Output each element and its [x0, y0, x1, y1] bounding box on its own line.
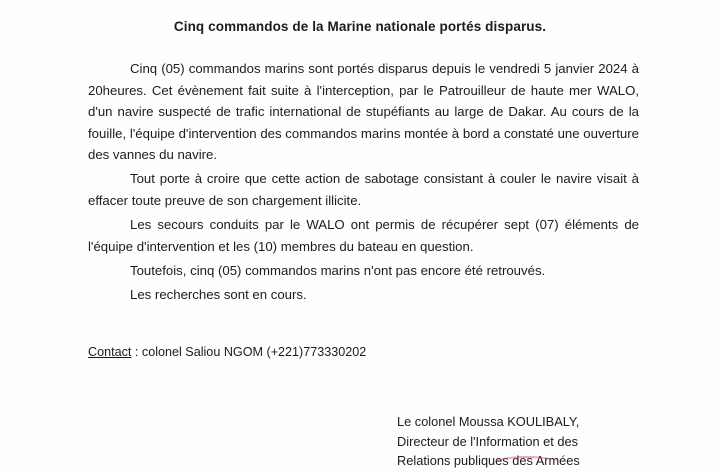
paragraph-1: Cinq (05) commandos marins sont portés disparus depuis le vendredi 5 janvier 2024 à 20heures. Cet évènement fait suite à l'interception, par le Patrouilleur de haute mer WALO, d'un navire suspecté de trafic international de stupéfiants au large de Dakar. Au cours de la fouille, l'équipe d'intervention des commandos marins montée à bord a constaté une ouverture des vannes du navire.	[88, 61, 639, 163]
paragraph-4: Toutefois, cinq (05) commandos marins n'ont pas encore été retrouvés.	[130, 262, 546, 278]
paragraph-3: Les secours conduits par le WALO ont permis de récupérer sept (07) éléments de l'équipe d'intervention et les (10) membres du bateau en question.	[88, 216, 639, 254]
signature-line-2: Directeur de l'Information et des	[397, 433, 578, 449]
contact-label: Contact	[88, 345, 132, 359]
document-body	[88, 58, 639, 307]
signature-line-3: Relations publiques des Armées	[397, 453, 580, 468]
contact-line	[88, 345, 366, 359]
contact-value: : colonel Saliou NGOM (+221)773330202	[131, 345, 367, 359]
signature-line-1: Le colonel Moussa KOULIBALY,	[397, 414, 580, 429]
paragraph-2: Tout porte à croire que cette action de sabotage consistant à couler le navire visait à effacer toute preuve de son chargement illicite.	[88, 171, 639, 208]
paragraph-5: Les recherches sont en cours.	[130, 286, 307, 302]
document-title: Cinq commandos de la Marine nationale portés disparus.	[173, 19, 547, 34]
